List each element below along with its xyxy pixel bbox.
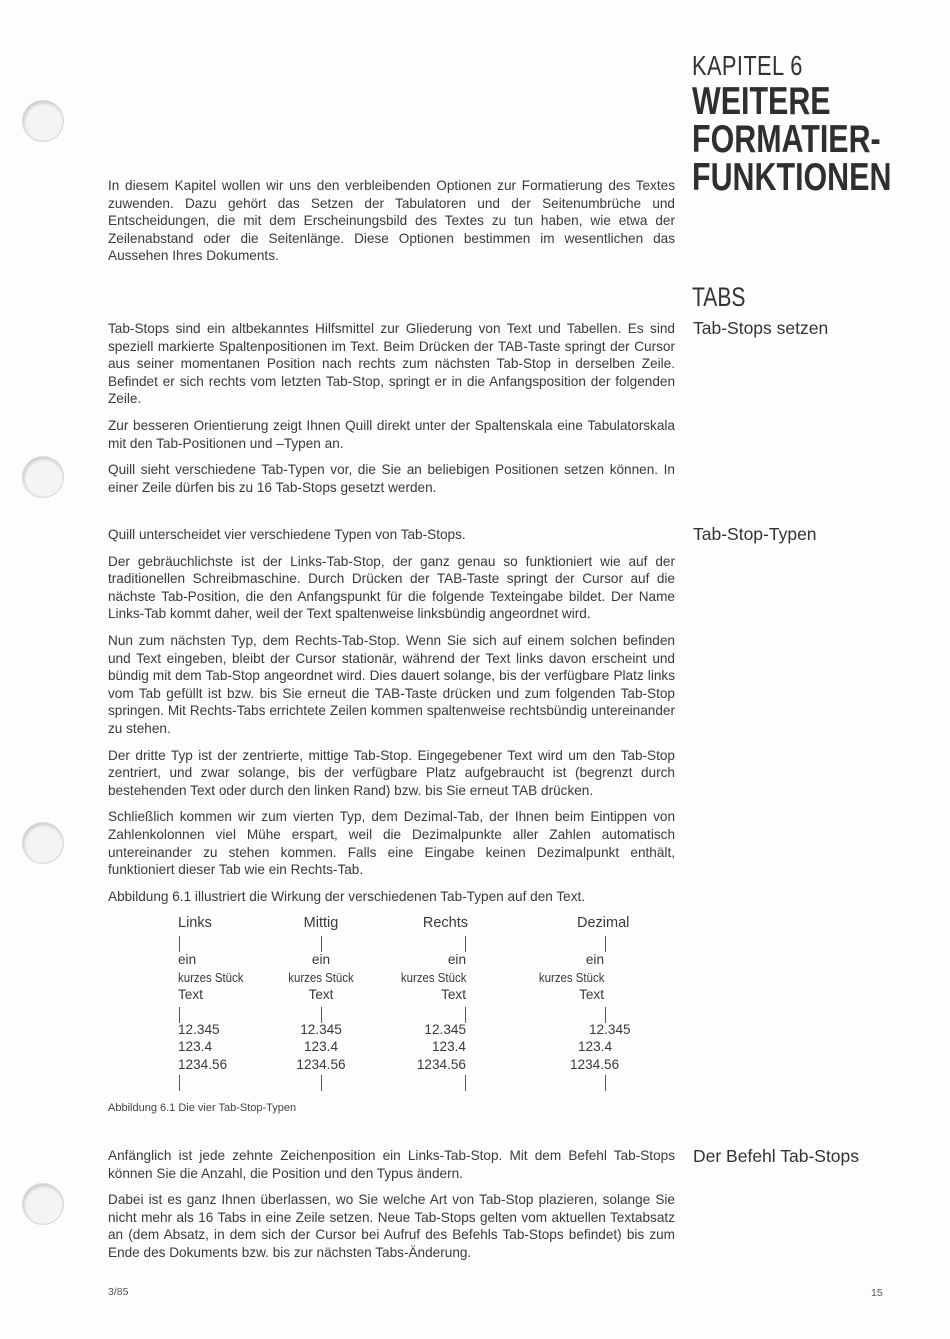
- cell: 123.4: [431, 1039, 466, 1054]
- cell: ein: [178, 952, 197, 967]
- chapter-title-line-3: FUNKTIONEN: [692, 156, 892, 199]
- types-block: [108, 526, 675, 905]
- side-heading-befehl-tab-stops: Der Befehl Tab-Stops: [693, 1146, 860, 1166]
- tab-marker: [465, 1075, 466, 1091]
- punch-hole: [22, 100, 64, 142]
- cell: kurzes Stück: [538, 970, 604, 985]
- cell: Text: [178, 987, 203, 1002]
- paragraph: Der dritte Typ ist der zentrierte, mittige Tab-Stop. Eingegebener Text wird um den Tab-Stop zentriert, und zwar solange, bis der verfügbare Platz aufgebraucht ist (begrenzt durch bestehenden Text oder durch den linken Rand) bzw. bis Sie erneut TAB drücken.: [108, 747, 675, 798]
- page-number: 15: [871, 1287, 883, 1299]
- befehl-block: [108, 1147, 675, 1262]
- figure-caption: Abbildung 6.1 Die vier Tab-Stop-Typen: [108, 1102, 297, 1114]
- paragraph: Dabei ist es ganz Ihnen überlassen, wo Sie welche Art von Tab-Stop plazieren, solange Sie nicht mehr als 16 Tabs in eine Zeile setzen. Neue Tab-Stops gelten vom aktuellen Textabsatz an (dem Absatz, in dem sich der Cursor bei Aufruf des Befehls Tab-Stops befindet) bis zum Ende des Dokuments bzw. bis zur nächsten Tabs-Änderung.: [108, 1192, 675, 1260]
- intro-block: [108, 177, 675, 265]
- cell: ein: [447, 952, 466, 967]
- paragraph: Der gebräuchlichste ist der Links-Tab-Stop, der ganz genau so funktioniert wie auf der traditionellen Schreibmaschine. Durch Drücken der TAB-Taste springt der Cursor auf die nächste Tab-Position, die den Anfangspunkt für die folgende Texteingabe bildet. Der Name Links-Tab kommt daher, weil der Text spaltenweise linksbündig angeordnet wird.: [108, 553, 675, 622]
- cell: 1234.56: [570, 1057, 620, 1072]
- cell: 1234.56: [416, 1057, 466, 1072]
- paragraph: [108, 320, 675, 408]
- cell: kurzes Stück: [288, 970, 354, 985]
- paragraph: Schließlich kommen wir zum vierten Typ, dem Dezimal-Tab, der Ihnen beim Eintippen von Zahlenkolonnen viel Mühe erspart, weil die Dezimalpunkte aller Zahlen automatisch untereinander zu stehen kommen. Falls eine Eingabe keinen Dezimalpunkt enthält, funktioniert dieser Tab wie ein Rechts-Tab.: [108, 809, 675, 878]
- cell: ein: [585, 952, 604, 967]
- cell: 123.4: [303, 1039, 339, 1054]
- tab-marker: [321, 936, 322, 952]
- cell: Text: [579, 987, 604, 1002]
- tab-marker: [605, 1075, 606, 1091]
- section-heading-tabs: TABS: [692, 282, 746, 312]
- chapter-title-line-2: FORMATIER-: [692, 118, 881, 161]
- side-heading-tab-stop-typen: Tab-Stop-Typen: [693, 524, 817, 544]
- column-header-dezimal: Dezimal: [577, 915, 630, 931]
- cell: ein: [311, 952, 331, 967]
- paragraph: Abbildung 6.1 illustriert die Wirkung der verschiedenen Tab-Typen auf den Text.: [108, 888, 586, 904]
- footer-date: 3/85: [108, 1286, 129, 1298]
- intro-paragraph: In diesem Kapitel wollen wir uns den verbleibenden Optionen zur Formatierung des Textes zuwenden. Dazu gehört das Setzen der Tabulatoren und der Seitenumbrüche und Entscheidungen, die mit dem Erscheinungsbild des Textes zu tun haben, wie etwa der Zeilenabstand oder die Seitenlänge. Diese Optionen bestimmen im wesentlichen das Aussehen Ihres Dokuments.: [108, 178, 675, 264]
- cell: 12.345: [589, 1022, 631, 1037]
- cell: Text: [441, 987, 466, 1002]
- column-header-rechts: Rechts: [422, 915, 468, 931]
- column-header-mittig: Mittig: [303, 915, 339, 931]
- tab-marker: [605, 936, 606, 952]
- cell: 12.345: [178, 1022, 220, 1037]
- punch-hole: [22, 456, 64, 498]
- cell: kurzes Stück: [178, 970, 244, 985]
- paragraph: Quill unterscheidet vier verschiedene Typen von Tab-Stops.: [108, 527, 466, 542]
- tab-marker: [321, 1075, 322, 1091]
- chapter-header: [692, 50, 932, 199]
- cell: 12.345: [424, 1022, 466, 1037]
- tab-marker: [465, 936, 466, 952]
- cell: 123.4: [578, 1039, 613, 1054]
- cell: kurzes Stück: [400, 970, 466, 985]
- cell: 123.4: [178, 1039, 213, 1054]
- paragraph: Nun zum nächsten Typ, dem Rechts-Tab-Stop. Wenn Sie sich auf einem solchen befinden und Text eingeben, bleibt der Cursor stationär, während der Text links davon erscheint und bündig mit dem Tab-Stop angeordnet wird. Dies dauert solange, bis der verfügbare Platz links vom Tab gefüllt ist bzw. bis Sie erneut die TAB-Taste drücken und zum folgenden Tab-Stop springen. Mit Rechts-Tabs errichtete Zeilen kommen spaltenweise rechtsbündig untereinander zu stehen.: [108, 632, 675, 736]
- cell: 12.345: [300, 1022, 342, 1037]
- tabstops-block: [108, 320, 675, 496]
- column-header-links: Links: [178, 915, 212, 931]
- tab-marker: [179, 936, 180, 952]
- paragraph-text: Tab-Stops sind ein altbekanntes Hilfsmittel zur Gliederung von Text und Tabellen. Es sind speziell markierte Spaltenpositionen im Text. Beim Drücken der TAB-Taste springt der Cursor aus seiner momentanen Position nach rechts zum nächsten Tab-Stop in derselben Zeile. Befindet er sich rechts vom letzten Tab-Stop, springt er in die Anfangsposition der folgenden Zeile.: [108, 321, 675, 407]
- tab-types-figure: [108, 915, 668, 1095]
- punch-hole: [22, 822, 64, 864]
- paragraph: Anfänglich ist jede zehnte Zeichenposition ein Links-Tab-Stop. Mit dem Befehl Tab-Stops können Sie die Anzahl, die Position und den Typus ändern.: [108, 1148, 675, 1181]
- cell: Text: [308, 987, 334, 1002]
- punch-hole: [22, 1183, 64, 1225]
- cell: 1234.56: [178, 1057, 228, 1072]
- tab-marker: [179, 1075, 180, 1091]
- side-heading-tab-stops-setzen: Tab-Stops setzen: [693, 318, 829, 338]
- chapter-title-line-1: WEITERE: [692, 80, 831, 123]
- cell: 1234.56: [296, 1057, 346, 1072]
- chapter-label: KAPITEL 6: [692, 50, 803, 81]
- paragraph: Quill sieht verschiedene Tab-Typen vor, die Sie an beliebigen Positionen setzen können. In einer Zeile dürfen bis zu 16 Tab-Stops gesetzt werden.: [108, 462, 675, 495]
- paragraph: Zur besseren Orientierung zeigt Ihnen Quill direkt unter der Spaltenskala eine Tabulatorskala mit den Tab-Positionen und –Typen an.: [108, 417, 675, 451]
